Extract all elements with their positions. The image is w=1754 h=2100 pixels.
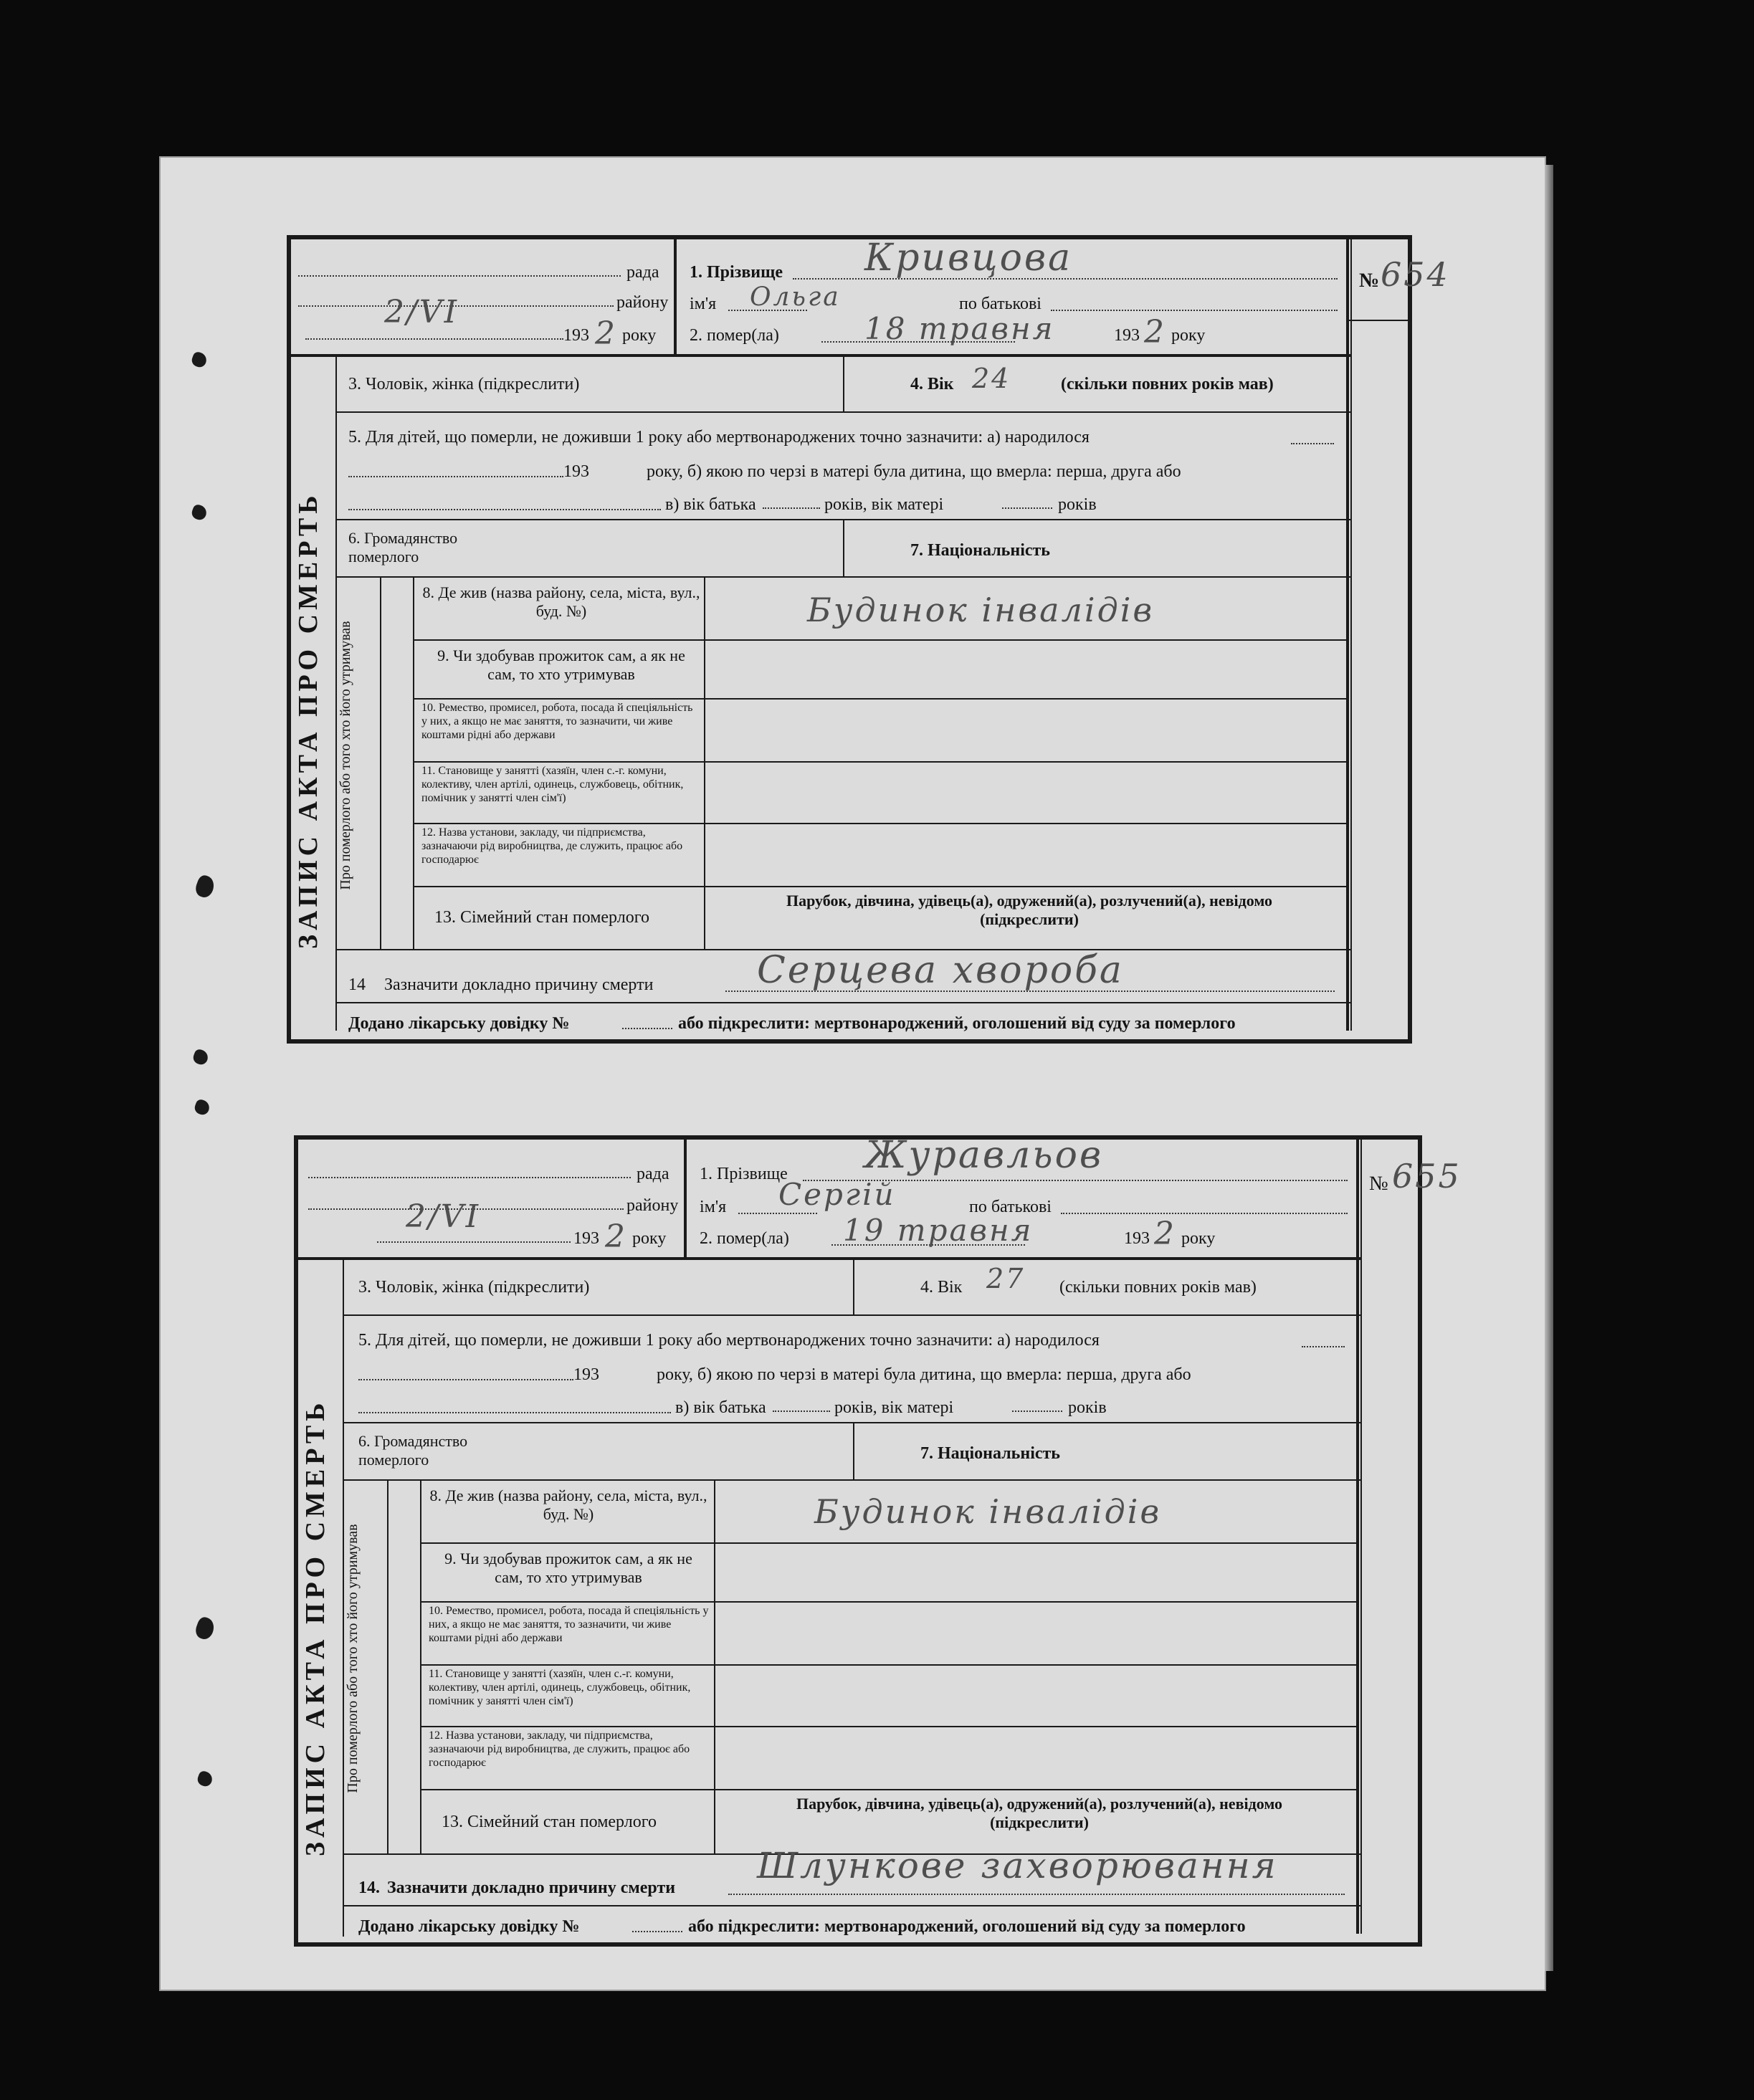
cause-label: Зазначити докладно причину смерти <box>387 1879 676 1897</box>
surname-value: Кривцова <box>864 237 1073 280</box>
lived-label: 8. Де жив (назва району, села, міста, вул., буд. №) <box>429 1486 707 1523</box>
footer-label: Додано лікарську довідку № <box>358 1917 580 1936</box>
registration-date: 2/VI <box>384 294 459 330</box>
rada-label: рада <box>626 263 659 282</box>
number-sign: № <box>1369 1173 1388 1195</box>
side-subtitle: Про померлого або того хто його утримував <box>345 1524 361 1793</box>
marital-label: 13. Сімейний стан померлого <box>442 1813 657 1831</box>
nationality-label: 7. Національність <box>910 541 1050 560</box>
footer-tail: або підкреслити: мертвонароджений, оголошений від суду за померлого <box>678 1014 1236 1033</box>
rayonu-label: району <box>616 293 669 312</box>
death-record-form-1 <box>287 235 1450 1044</box>
children-line-3a: в) вік батька <box>675 1398 766 1417</box>
cause-number: 14. <box>358 1879 380 1897</box>
occupation-label: 10. Ремество, промисел, робота, посада й спеціяльність у них, а якщо не має заняття, то зазначити, чи живе коштами рідні або держави <box>421 702 693 741</box>
died-label: 2. помер(ла) <box>690 326 779 345</box>
year-prefix: 193 <box>573 1229 599 1248</box>
children-line-3a: в) вік батька <box>665 495 756 514</box>
side-title: ЗАПИС АКТА ПРО СМЕРТЬ <box>300 1398 330 1856</box>
name-label: ім'я <box>700 1198 727 1216</box>
number-sign: № <box>1359 269 1380 292</box>
children-line-3c: років <box>1068 1398 1107 1417</box>
footer-label: Додано лікарську довідку № <box>348 1014 570 1033</box>
died-roku-label: року <box>1181 1229 1216 1248</box>
children-line-1: 5. Для дітей, що померли, не доживши 1 року або мертвонароджених точно зазначити: а) народилося <box>358 1331 1100 1350</box>
marital-label: 13. Сімейний стан померлого <box>434 908 649 927</box>
age-value: 24 <box>972 363 1011 394</box>
rayonu-label: району <box>626 1196 679 1215</box>
patronymic-label: по батькові <box>969 1198 1052 1216</box>
age-note: (скільки повних років мав) <box>1059 1278 1257 1297</box>
sex-label: 3. Чоловік, жінка (підкреслити) <box>358 1278 590 1297</box>
year-prefix: 193 <box>563 326 589 345</box>
age-label: 4. Вік <box>920 1278 963 1297</box>
children-line-3b: років, вік матері <box>834 1398 954 1417</box>
institution-label: 12. Назва установи, закладу, чи підприємства, зазначаючи рід виробництва, де служить, працює або господарює <box>429 1729 690 1769</box>
cause-value: Серцева хвороба <box>757 949 1124 992</box>
children-year-prefix: 193 <box>563 462 589 481</box>
registration-year: 2 <box>605 1218 627 1255</box>
age-label: 4. Вік <box>910 375 954 393</box>
livelihood-label: 9. Чи здобував прожиток сам, а як не сам, то хто утримував <box>444 1550 692 1586</box>
children-line-1: 5. Для дітей, що померли, не доживши 1 року або мертвонароджених точно зазначити: а) народилося <box>348 428 1090 447</box>
citizenship-label: 6. Громадянство померлого <box>348 529 458 565</box>
died-date-value: 18 травня <box>864 311 1055 346</box>
record-number: 654 <box>1381 255 1450 294</box>
roku-label: року <box>632 1229 667 1248</box>
livelihood-label: 9. Чи здобував прожиток сам, а як не сам, то хто утримував <box>437 646 685 683</box>
institution-label: 12. Назва установи, закладу, чи підприємства, зазначаючи рід виробництва, де служить, працює або господарює <box>421 826 683 866</box>
age-value: 27 <box>986 1263 1026 1294</box>
registration-year: 2 <box>595 315 617 352</box>
patronymic-label: по батькові <box>959 295 1042 313</box>
died-date-value: 19 травня <box>843 1213 1034 1248</box>
died-year-value: 2 <box>1144 314 1166 350</box>
record-number: 655 <box>1392 1157 1462 1195</box>
page-edge <box>1545 165 1553 1971</box>
age-note: (скільки повних років мав) <box>1061 375 1274 393</box>
cause-value: Шлункове захворювання <box>757 1845 1278 1886</box>
position-label: 11. Становище у занятті (хазяїн, член с.-г. комуни, колективу, член артілі, одинець, службовець, обітник, помічник у занятті член сім'ї) <box>429 1668 691 1707</box>
death-record-form-2 <box>294 1134 1462 1947</box>
residence-value: Будинок інвалідів <box>807 591 1155 629</box>
nationality-label: 7. Національність <box>920 1444 1060 1463</box>
died-roku-label: року <box>1171 326 1206 345</box>
side-title: ЗАПИС АКТА ПРО СМЕРТЬ <box>293 491 323 949</box>
died-year-value: 2 <box>1154 1216 1176 1252</box>
children-line-2: року, б) якою по черзі в матері була дитина, що вмерла: перша, друга або <box>647 462 1181 481</box>
died-label: 2. помер(ла) <box>700 1229 789 1248</box>
marital-options: Парубок, дівчина, удівець(а), одружений(а), розлучений(а), невідомо (підкреслити) <box>796 1795 1283 1831</box>
rada-label: рада <box>637 1165 669 1183</box>
name-label: ім'я <box>690 295 717 313</box>
surname-label: 1. Прізвище <box>700 1165 788 1183</box>
roku-label: року <box>622 326 657 345</box>
surname-label: 1. Прізвище <box>690 263 783 282</box>
footer-tail: або підкреслити: мертвонароджений, оголошений від суду за померлого <box>688 1917 1246 1936</box>
residence-value: Будинок інвалідів <box>814 1492 1162 1531</box>
position-label: 11. Становище у занятті (хазяїн, член с.-г. комуни, колективу, член артілі, одинець, службовець, обітник, помічник у занятті член сім'ї) <box>421 765 684 804</box>
lived-label: 8. Де жив (назва району, села, міста, вул., буд. №) <box>422 583 700 620</box>
sex-label: 3. Чоловік, жінка (підкреслити) <box>348 375 580 393</box>
children-year-prefix: 193 <box>573 1365 599 1384</box>
registration-date: 2/VI <box>406 1198 480 1235</box>
children-line-2: року, б) якою по черзі в матері була дитина, що вмерла: перша, друга або <box>657 1365 1191 1384</box>
died-year-prefix: 193 <box>1114 326 1140 345</box>
cause-number: 14 <box>348 975 366 994</box>
citizenship-label: 6. Громадянство померлого <box>358 1432 468 1469</box>
marital-options: Парубок, дівчина, удівець(а), одружений(а), розлучений(а), невідомо (підкреслити) <box>786 892 1273 928</box>
surname-value: Журавльов <box>864 1134 1104 1177</box>
died-year-prefix: 193 <box>1124 1229 1150 1248</box>
children-line-3b: років, вік матері <box>824 495 944 514</box>
name-value: Ольга <box>750 282 841 312</box>
side-subtitle: Про померлого або того хто його утримував <box>338 621 353 890</box>
children-line-3c: років <box>1058 495 1097 514</box>
name-value: Сергій <box>778 1177 896 1212</box>
cause-label: Зазначити докладно причину смерти <box>384 975 654 994</box>
occupation-label: 10. Ремество, промисел, робота, посада й спеціяльність у них, а якщо не має заняття, то зазначити, чи живе коштами рідні або держави <box>429 1605 709 1644</box>
